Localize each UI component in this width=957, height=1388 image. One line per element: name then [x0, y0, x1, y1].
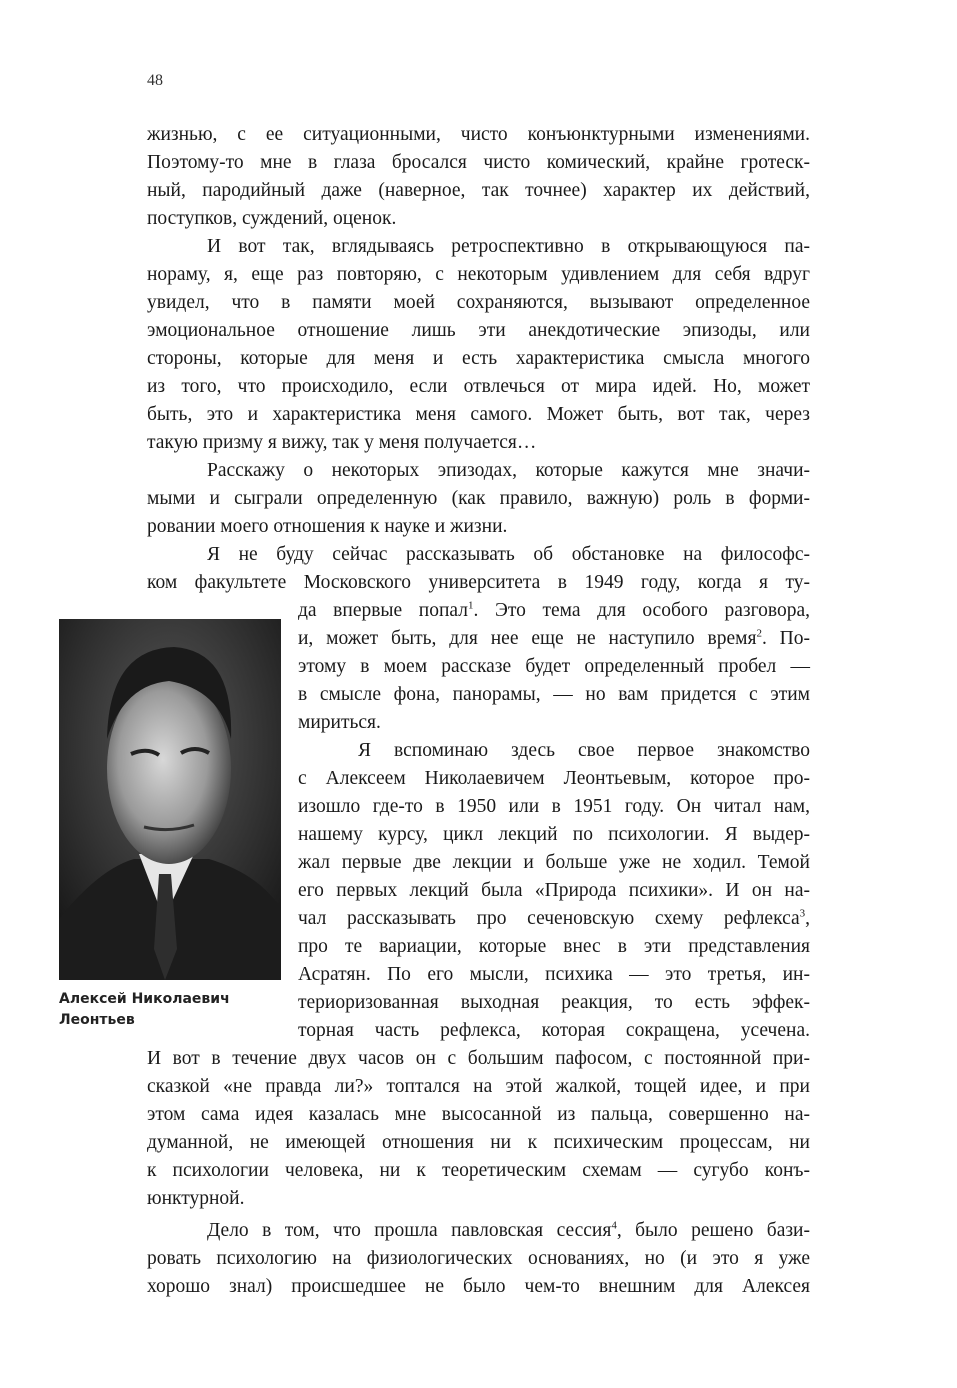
text-segment: изошло где-то в 1950 или в 1951 году. Он читал нам,	[298, 796, 810, 817]
text-segment: Дело в том, что прошла павловская сессия	[207, 1220, 612, 1241]
text-segment: Расскажу о некоторых эпизодах, которые кажутся мне значи-	[207, 460, 810, 481]
text-segment: этом сама идея казалась мне высосанной из пальца, совершенно на-	[147, 1104, 810, 1125]
footnote-marker[interactable]: 3	[799, 907, 806, 920]
text-segment: и, может быть, для нее еще не наступило время	[298, 628, 757, 649]
caption-line: Леонтьев	[59, 1012, 135, 1028]
text-segment: ровании моего отношения к науке и жизни.	[147, 516, 508, 537]
text-line	[298, 1017, 810, 1045]
text-line	[298, 961, 810, 989]
text-segment: поступков, суждений, оценок.	[147, 208, 397, 229]
text-line	[147, 401, 810, 429]
text-line	[298, 877, 810, 905]
text-line	[298, 821, 810, 849]
text-segment: его первых лекций была «Природа психики». И он на-	[298, 880, 810, 901]
text-segment: жал первые две лекции и больше уже не ходил. Темой	[298, 852, 810, 873]
text-segment: такую призму я вижу, так у меня получается…	[147, 432, 537, 453]
text-segment: в смысле фона, панорамы, — но вам придется с этим	[298, 684, 810, 705]
text-segment: Я вспоминаю здесь свое первое знакомство	[358, 740, 810, 761]
text-line	[298, 905, 810, 933]
text-line	[147, 1273, 810, 1301]
text-line	[147, 121, 810, 149]
text-line	[147, 1101, 810, 1129]
text-line	[147, 149, 810, 177]
text-line	[147, 513, 810, 541]
text-segment: да впервые попал	[298, 600, 468, 621]
text-line	[298, 709, 810, 737]
text-segment: Поэтому-то мне в глаза бросался чисто комический, крайне гротеск-	[147, 152, 810, 173]
text-segment: этому в моем рассказе будет определенный пробел —	[298, 656, 810, 677]
text-line	[298, 681, 810, 709]
text-line	[147, 569, 810, 597]
text-segment: к психологии человека, ни к теоретическим схемам — сугубо конъ-	[147, 1160, 810, 1181]
text-line	[147, 345, 810, 373]
text-line	[147, 205, 810, 233]
text-segment: думанной, не имеющей отношения ни к психическим процессам, ни	[147, 1132, 810, 1153]
footnote-marker[interactable]: 2	[756, 627, 762, 640]
text-segment: чал рассказывать про сеченовскую схему рефлекса	[298, 908, 800, 929]
text-segment: Асратян. По его мысли, психика — это третья, ин-	[298, 964, 810, 985]
text-segment: юнктурной.	[147, 1188, 245, 1209]
text-segment: . Это тема для особого разговора,	[473, 600, 810, 621]
text-line	[298, 625, 810, 653]
text-segment: ком факультете Московского университета в 1949 году, когда я ту-	[147, 572, 810, 593]
portrait-photo	[59, 619, 281, 980]
text-segment: Я не буду сейчас рассказывать об обстановке на философс-	[207, 544, 810, 565]
text-line	[207, 541, 810, 569]
text-segment: стороны, которые для меня и есть характеристика смысла многого	[147, 348, 810, 369]
text-segment: нораму, я, еще раз повторяю, с некоторым удивлением для себя вдруг	[147, 264, 810, 285]
text-segment: мыми и сыграли определенную (как правило, важную) роль в форми-	[147, 488, 810, 509]
text-line	[147, 261, 810, 289]
text-line	[298, 597, 810, 625]
text-line	[298, 765, 810, 793]
text-line	[298, 653, 810, 681]
text-line	[147, 1245, 810, 1273]
text-line	[147, 289, 810, 317]
text-segment: хорошо знал) происшедшее не было чем-то внешним для Алексея	[147, 1276, 810, 1297]
text-segment: быть, это и характеристика меня самого. Может быть, вот так, через	[147, 404, 810, 425]
text-line	[147, 1073, 810, 1101]
text-segment: жизнью, с ее ситуационными, чисто конъюнктурными изменениями.	[147, 124, 810, 145]
page-number: 48	[147, 72, 163, 89]
text-segment: териоризованная выходная реакция, то есть эффек-	[298, 992, 810, 1013]
text-segment: увидел, что в памяти моей сохраняются, вызывают определенное	[147, 292, 810, 313]
photo-caption	[59, 989, 299, 1031]
text-segment: . По-	[761, 628, 811, 649]
text-segment: ный, пародийный даже (наверное, так точнее) характер их действий,	[147, 180, 810, 201]
text-segment: И вот в течение двух часов он с большим пафосом, с постоянной при-	[147, 1048, 810, 1069]
text-segment: ,	[805, 908, 810, 929]
text-segment: сказкой «не правда ли?» топтался на этой жалкой, тощей идее, и при	[147, 1076, 810, 1097]
text-segment: про те вариации, которые внес в эти представления	[298, 936, 810, 957]
text-line	[207, 233, 810, 261]
text-line	[298, 933, 810, 961]
text-line	[147, 177, 810, 205]
text-segment: И вот так, вглядываясь ретроспективно в открывающуюся па-	[207, 236, 810, 257]
text-line	[147, 429, 810, 457]
footnote-marker[interactable]: 4	[611, 1219, 617, 1232]
text-line	[358, 737, 810, 765]
text-segment: с Алексеем Николаевичем Леонтьевым, которое про-	[298, 768, 810, 789]
text-line	[298, 849, 810, 877]
text-line	[147, 1157, 810, 1185]
text-line	[147, 1185, 810, 1213]
text-segment: эмоциональное отношение лишь эти анекдотические эпизоды, или	[147, 320, 810, 341]
text-segment: ровать психологию на физиологических основаниях, но (и это я уже	[147, 1248, 810, 1269]
text-segment: торная часть рефлекса, которая сокращена, усечена.	[298, 1020, 810, 1041]
caption-line: Алексей Николаевич	[59, 991, 230, 1007]
text-line	[147, 1045, 810, 1073]
text-segment: мириться.	[298, 712, 381, 733]
text-line	[147, 317, 810, 345]
text-line	[207, 457, 810, 485]
text-line	[298, 989, 810, 1017]
text-line	[147, 373, 810, 401]
text-segment: из того, что происходило, если отвлечься от мира идей. Но, может	[147, 376, 810, 397]
text-segment: нашему курсу, цикл лекций по психологии. Я выдер-	[298, 824, 810, 845]
text-segment: , было решено бази-	[616, 1220, 810, 1241]
text-line	[298, 793, 810, 821]
text-line	[147, 485, 810, 513]
text-line	[207, 1217, 810, 1245]
footnote-marker[interactable]: 1	[467, 599, 474, 612]
text-line	[147, 1129, 810, 1157]
